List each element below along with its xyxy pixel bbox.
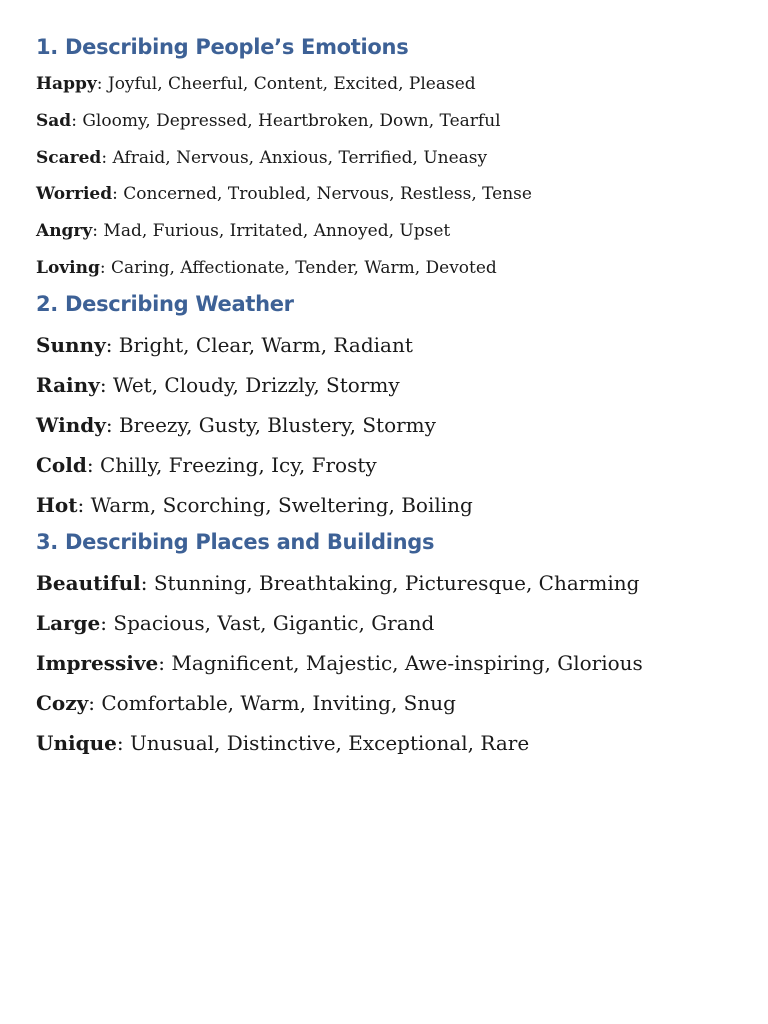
section-heading-emotions: 1. Describing People’s Emotions: [36, 35, 409, 59]
synonyms-text: Magnificent, Majestic, Awe-inspiring, Glorious: [171, 650, 643, 675]
synonyms-text: Concerned, Troubled, Nervous, Restless, Tense: [123, 184, 532, 205]
list-item: [36, 603, 736, 643]
list-item: [36, 140, 736, 177]
synonyms-text: Bright, Clear, Warm, Radiant: [118, 332, 413, 357]
term-label: Rainy: [36, 372, 100, 397]
list-item: [36, 683, 736, 723]
separator: :: [116, 730, 130, 755]
synonyms-text: Comfortable, Warm, Inviting, Snug: [101, 690, 456, 715]
term-label: Cozy: [36, 690, 89, 715]
list-item: [36, 213, 736, 250]
term-label: Hot: [36, 492, 78, 517]
section-heading-places: 3. Describing Places and Buildings: [36, 529, 435, 554]
separator: :: [71, 110, 83, 131]
synonyms-text: Afraid, Nervous, Anxious, Terrified, Uneasy: [112, 147, 488, 168]
term-label: Worried: [36, 184, 113, 205]
term-label: Sad: [36, 110, 72, 131]
term-label: Angry: [36, 221, 93, 242]
list-item: [36, 563, 736, 603]
emotions-list: [36, 66, 736, 287]
list-item: [36, 485, 736, 525]
synonyms-text: Stunning, Breathtaking, Picturesque, Charming: [153, 570, 640, 595]
synonyms-text: Breezy, Gusty, Blustery, Stormy: [118, 412, 436, 437]
separator: :: [140, 570, 154, 595]
separator: :: [86, 452, 100, 477]
separator: :: [92, 221, 104, 242]
synonyms-text: Warm, Scorching, Sweltering, Boiling: [90, 492, 473, 517]
section-heading-weather: 2. Describing Weather: [36, 291, 294, 316]
synonyms-text: Spacious, Vast, Gigantic, Grand: [113, 610, 435, 635]
separator: :: [158, 650, 172, 675]
synonyms-text: Chilly, Freezing, Icy, Frosty: [99, 452, 377, 477]
synonyms-text: Wet, Cloudy, Drizzly, Stormy: [112, 372, 400, 397]
synonyms-text: Caring, Affectionate, Tender, Warm, Devoted: [111, 257, 497, 278]
separator: :: [88, 690, 102, 715]
list-item: [36, 176, 736, 213]
term-label: Unique: [36, 730, 117, 755]
places-list: [36, 563, 736, 763]
list-item: [36, 103, 736, 140]
term-label: Scared: [36, 147, 102, 168]
list-item: [36, 365, 736, 405]
term-label: Beautiful: [36, 570, 141, 595]
separator: :: [96, 74, 108, 94]
list-item: [36, 723, 736, 763]
separator: :: [112, 184, 124, 205]
term-label: Happy: [36, 74, 97, 94]
list-item: [36, 250, 736, 287]
separator: :: [99, 257, 112, 278]
synonyms-text: Mad, Furious, Irritated, Annoyed, Upset: [103, 221, 451, 242]
separator: :: [100, 610, 114, 635]
synonyms-text: Gloomy, Depressed, Heartbroken, Down, Tearful: [82, 110, 501, 131]
separator: :: [105, 332, 119, 357]
list-item: [36, 445, 736, 485]
list-item: [36, 325, 736, 365]
term-label: Loving: [36, 257, 100, 278]
separator: :: [101, 147, 113, 168]
term-label: Windy: [36, 412, 106, 437]
synonyms-text: Unusual, Distinctive, Exceptional, Rare: [129, 730, 530, 755]
document-page: [36, 30, 736, 763]
term-label: Impressive: [36, 650, 159, 675]
separator: :: [77, 492, 91, 517]
list-item: [36, 405, 736, 445]
separator: :: [105, 412, 119, 437]
separator: :: [99, 372, 113, 397]
list-item: [36, 66, 736, 103]
term-label: Sunny: [36, 332, 106, 357]
term-label: Cold: [36, 452, 87, 477]
term-label: Large: [36, 610, 101, 635]
synonyms-text: Joyful, Cheerful, Content, Excited, Pleased: [107, 74, 476, 94]
weather-list: [36, 325, 736, 525]
list-item: [36, 643, 736, 683]
